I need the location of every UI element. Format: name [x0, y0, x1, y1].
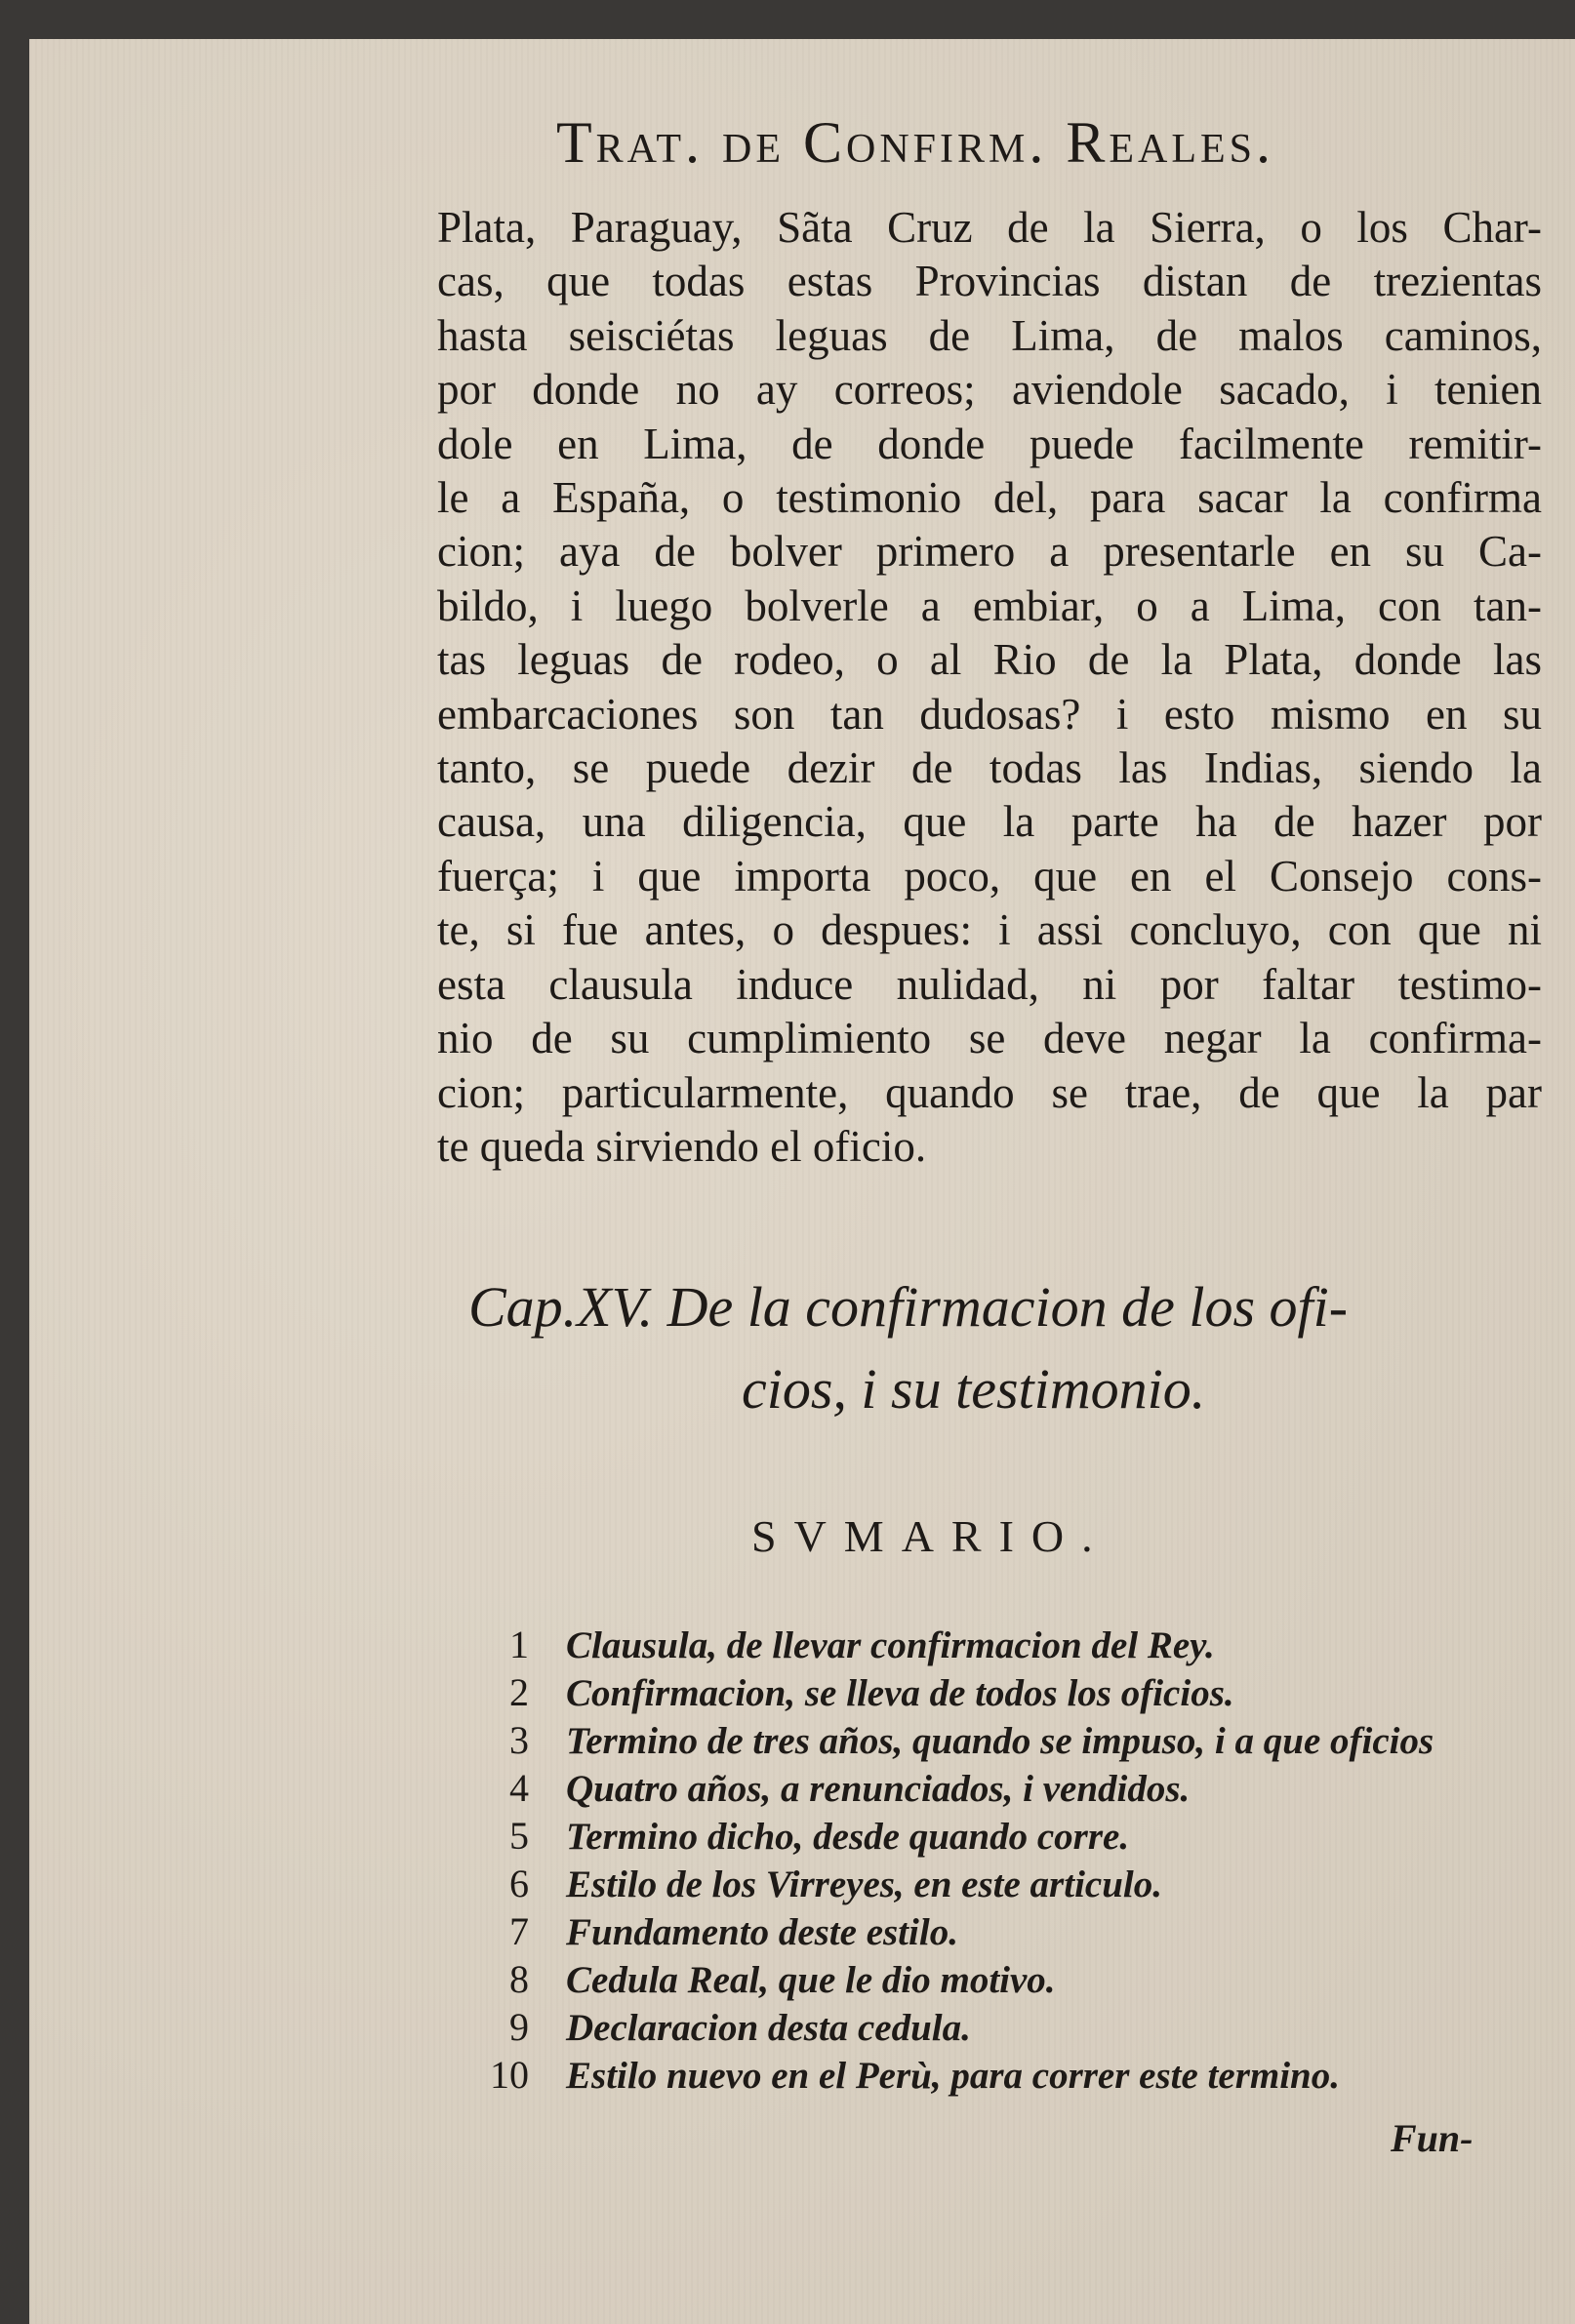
text-line: cion; aya de bolver primero a presentarle en su Ca-: [437, 527, 1542, 577]
sumario-text: Declaracion desta cedula.: [566, 2007, 971, 2049]
sumario-number: 10: [490, 2053, 529, 2097]
sumario-number: 1: [509, 1623, 529, 1666]
sumario-text: Fundamento deste estilo.: [566, 1911, 958, 1953]
chapter-title: [429, 1266, 1552, 1430]
sumario-item: [439, 1861, 1571, 1908]
text-line: cion; particularmente, quando se trae, de que la par: [437, 1067, 1542, 1117]
text-line: te, si fue antes, o despues: i assi concluyo, con que ni: [437, 905, 1542, 955]
text-line: le a España, o testimonio del, para sacar la confirma: [437, 473, 1542, 523]
text-line: por donde no ay correos; aviendole sacado, i tenien: [437, 365, 1542, 415]
sumario-text: Estilo nuevo en el Perù, para correr este termino.: [566, 2055, 1340, 2097]
sumario-number: 3: [509, 1718, 529, 1762]
chapter-title-line: cios, i su testimonio.: [742, 1357, 1206, 1421]
sumario-text: Termino de tres años, quando se impuso, i a que oficios: [566, 1720, 1434, 1762]
text-line: tanto, se puede dezir de todas las Indias, siendo la: [437, 743, 1542, 793]
text-line: Plata, Paraguay, Sãta Cruz de la Sierra, o los Char-: [437, 203, 1542, 252]
sumario-text: Confirmacion, se lleva de todos los oficios.: [566, 1672, 1234, 1714]
sumario-text: Estilo de los Virreyes, en este articulo.: [566, 1863, 1162, 1905]
sumario-number: 7: [509, 1909, 529, 1953]
sumario-item: [439, 1956, 1571, 2004]
book-page: [29, 39, 1575, 2324]
text-line: fuerça; i que importa poco, que en el Consejo cons-: [437, 851, 1542, 901]
sumario-text: Quatro años, a renunciados, i vendidos.: [566, 1768, 1191, 1810]
sumario-heading: SVMARIO.: [751, 1511, 1111, 1561]
text-line: tas leguas de rodeo, o al Rio de la Plata, donde las: [437, 635, 1542, 685]
sumario-number: 9: [509, 2005, 529, 2049]
sumario-item: [439, 2052, 1571, 2100]
text-line: dole en Lima, de donde puede facilmente remitir-: [437, 419, 1542, 468]
text-line: embarcaciones son tan dudosas? i esto mismo en su: [437, 689, 1542, 739]
sumario-number: 8: [509, 1957, 529, 2001]
sumario-item: [439, 2004, 1571, 2052]
text-line: hasta seisciétas leguas de Lima, de malos caminos,: [437, 310, 1542, 360]
sumario-number: 4: [509, 1766, 529, 1810]
sumario-list: [439, 1622, 1571, 2100]
sumario-item: [439, 1717, 1571, 1765]
running-header: Trat. de Confirm. Reales.: [556, 110, 1275, 175]
text-line: bildo, i luego bolverle a embiar, o a Lima, con tan-: [437, 581, 1542, 630]
sumario-item: [439, 1669, 1571, 1717]
text-line: esta clausula induce nulidad, ni por faltar testimo-: [437, 959, 1542, 1009]
sumario-item: [439, 1622, 1571, 1669]
sumario-item: [439, 1765, 1571, 1813]
sumario-text: Clausula, de llevar confirmacion del Rey.: [566, 1624, 1215, 1666]
sumario-item: [439, 1813, 1571, 1861]
text-line: cas, que todas estas Provincias distan de trezientas: [437, 257, 1542, 306]
sumario-number: 5: [509, 1814, 529, 1858]
catchword: Fun-: [1391, 2116, 1474, 2160]
sumario-item: [439, 1908, 1571, 1956]
chapter-title-line: Cap.XV. De la confirmacion de los ofi-: [468, 1275, 1349, 1339]
sumario-number: 6: [509, 1862, 529, 1905]
text-line: nio de su cumplimiento se deve negar la confirma-: [437, 1014, 1542, 1063]
body-paragraph: [437, 201, 1542, 1174]
sumario-text: Termino dicho, desde quando corre.: [566, 1816, 1130, 1858]
text-line: te queda sirviendo el oficio.: [437, 1121, 927, 1171]
sumario-number: 2: [509, 1670, 529, 1714]
text-line: causa, una diligencia, que la parte ha de hazer por: [437, 797, 1542, 847]
sumario-text: Cedula Real, que le dio motivo.: [566, 1959, 1056, 2001]
